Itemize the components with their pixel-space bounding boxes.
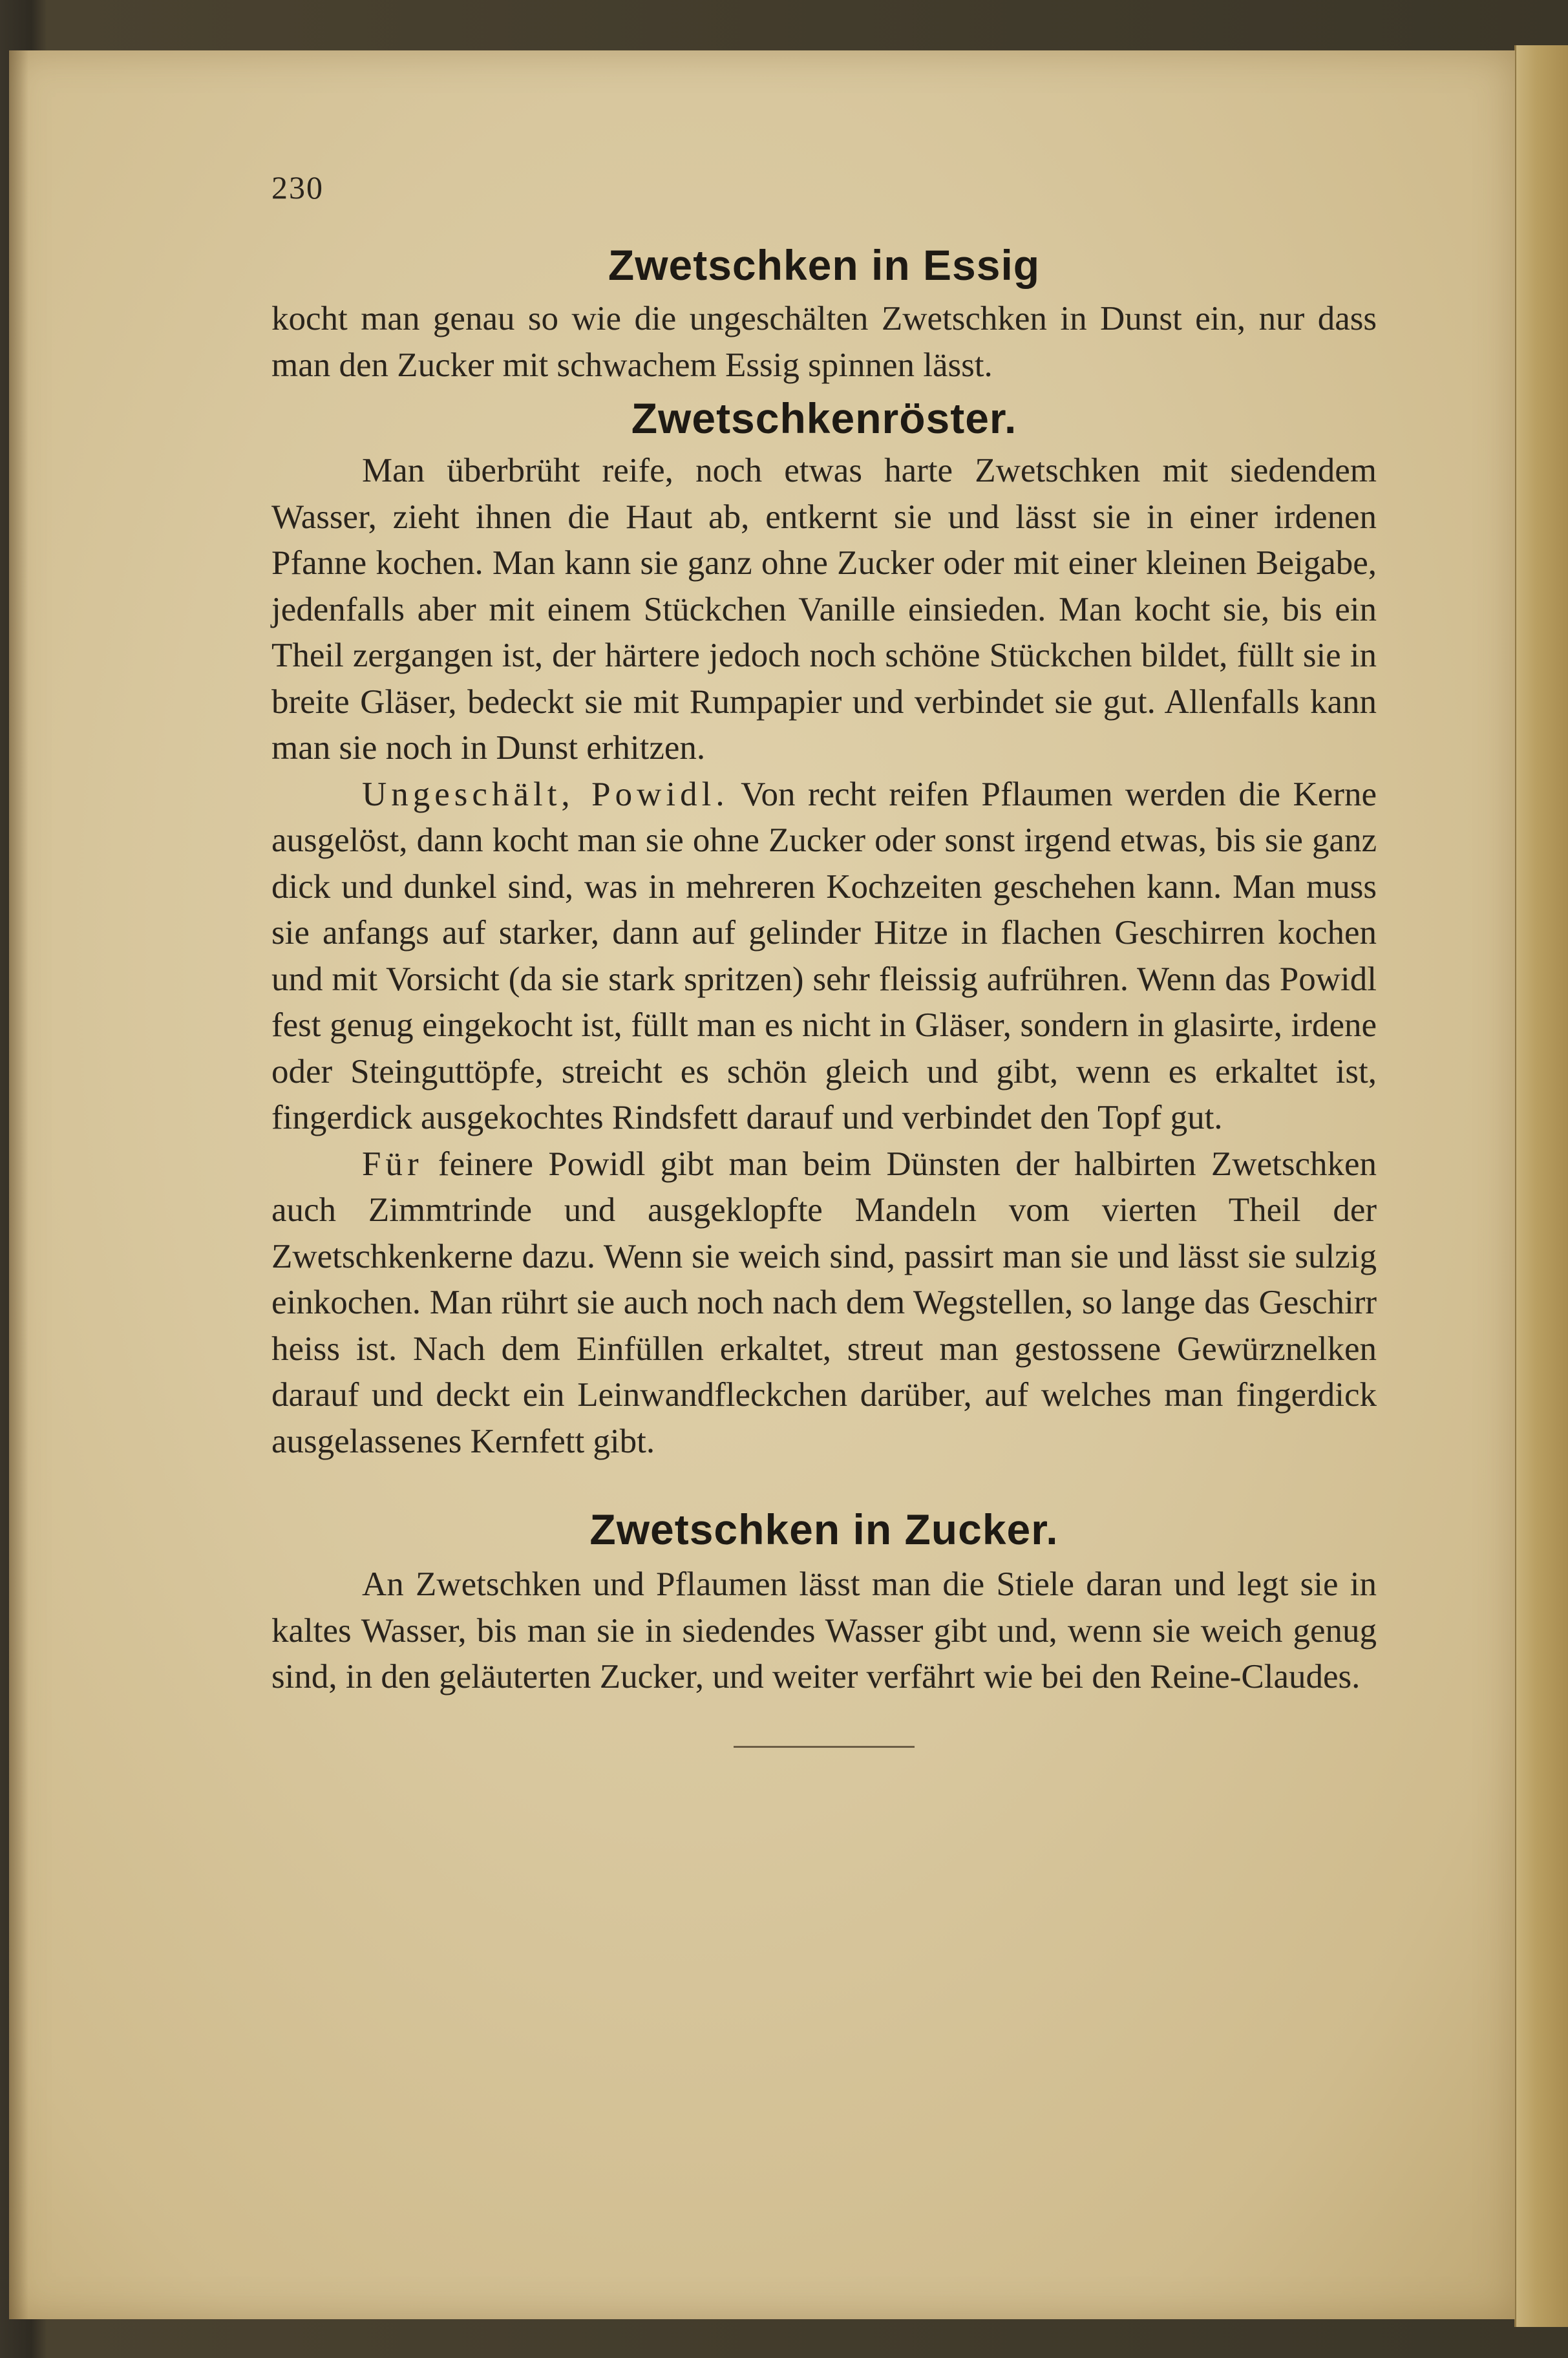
paragraph-roester-1: Man überbrüht reife, noch etwas harte Zwetschken mit siedendem Wasser, zieht ihnen die Haut ab, entkernt sie und lässt sie in einer irdenen Pfanne kochen. Man kann sie ganz ohne Zucker oder mit einer kleinen Beigabe, jedenfalls aber mit einem Stückchen Vanille einsieden. Man kocht sie, bis ein Theil zergangen ist, der härtere jedoch noch schöne Stückchen bildet, füllt sie in breite Gläser, bedeckt sie mit Rumpapier und verbindet sie gut. Allenfalls kann man sie noch in Dunst erhitzen.	[271, 452, 1377, 767]
paragraph-powidl	[271, 772, 1377, 1142]
binding-gutter	[9, 50, 28, 2319]
feinere-lead: Für	[362, 1145, 423, 1183]
paragraph-essig: kocht man genau so wie die ungeschälten Zwetschken in Dunst ein, nur dass man den Zucker mit schwachem Essig spinnen lässt.	[271, 300, 1377, 384]
heading-zwetschken-in-essig: Zwetschken in Essig	[608, 241, 1041, 289]
end-rule	[734, 1746, 915, 1748]
heading-zwetschkenroester: Zwetschkenröster.	[631, 394, 1017, 442]
powidl-lead: Ungeschält, Powidl.	[362, 775, 729, 813]
powidl-body: Von recht reifen Pflaumen werden die Kerne ausgelöst, dann kocht man sie ohne Zucker oder sonst irgend etwas, bis sie ganz dick und dunkel sind, was in mehreren Kochzeiten geschehen kann. Man muss sie anfangs auf starker, dann auf gelinder Hitze in flachen Geschirren kochen und mit Vorsicht (da sie stark spritzen) sehr fleissig aufrühren. Wenn das Powidl fest genug eingekocht ist, füllt man es nicht in Gläser, sondern in glasirte, irdene oder Steinguttöpfe, streicht es schön gleich und gibt, wenn es erkaltet ist, fingerdick ausgekochtes Rindsfett darauf und verbindet den Topf gut.	[271, 775, 1377, 1136]
page-number: 230	[271, 169, 324, 206]
feinere-body: feinere Powidl gibt man beim Dünsten der halbirten Zwetschken auch Zimmtrinde und ausgeklopfte Mandeln vom vierten Theil der Zwetschkenkerne dazu. Wenn sie weich sind, passirt man sie und lässt sie sulzig einkochen. Man rührt sie auch noch nach dem Wegstellen, so lange das Geschirr heiss ist. Nach dem Einfüllen erkaltet, streut man gestossene Gewürznelken darauf und deckt ein Leinwandfleckchen darüber, auf welches man fingerdick ausgelassenes Kernfett gibt.	[271, 1145, 1377, 1460]
heading-zwetschken-in-zucker: Zwetschken in Zucker.	[589, 1505, 1059, 1553]
page-edge	[1514, 45, 1568, 2327]
text-block	[271, 168, 1377, 1748]
paragraph-zucker: An Zwetschken und Pflaumen lässt man die Stiele daran und legt sie in kaltes Wasser, bis man sie in siedendes Wasser gibt und, wenn sie weich genug sind, in den geläuterten Zucker, und weiter verfährt wie bei den Reine-Claudes.	[271, 1566, 1377, 1695]
paragraph-feinere-powidl	[271, 1142, 1377, 1465]
